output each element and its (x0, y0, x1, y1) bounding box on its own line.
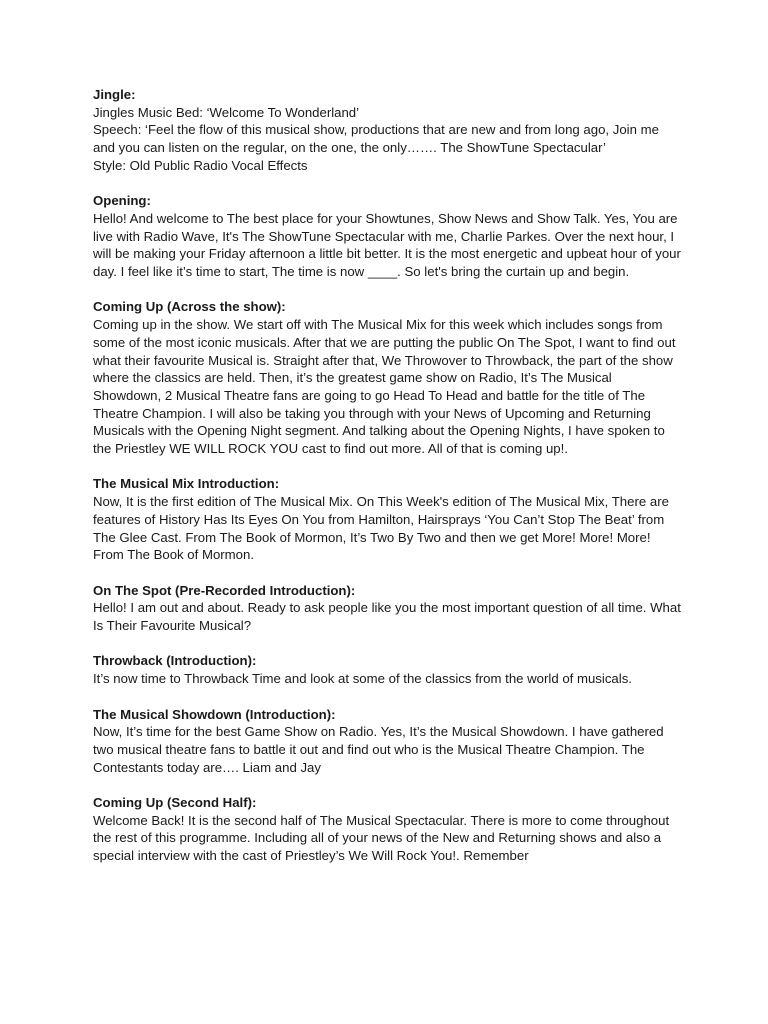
section-paragraph: Coming up in the show. We start off with The Musical Mix for this week which includes songs from some of the most iconic musicals. After that we are putting the public On The Spot, I want to find out what their favourite Musical is. Straight after that, We Throwover to Throwback, the part of the show where the classics are held. Then, it’s the greatest game show on Radio, It’s The Musical Showdown, 2 Musical Theatre fans are going to go Head To Head and battle for the title of The Theatre Champion. I will also be taking you through with your News of Upcoming and Returning Musicals with the Opening Night segment. And talking about the Opening Nights, I have spoken to the Priestley WE WILL ROCK YOU cast to find out more. All of that is coming up!. (93, 317, 676, 457)
jingle-style: Style: Old Public Radio Vocal Effects (93, 157, 308, 173)
section-paragraph: Hello! And welcome to The best place for your Showtunes, Show News and Show Talk. Yes, You are live with Radio Wave, It's The ShowTune Spectacular with me, Charlie Parkes. Over the next hour, I will be making your Friday afternoon a little bit better. It is the most energetic and upbeat hour of your day. I feel like it’s time to start, The time is now ____. So let's bring the curtain up and begin. (93, 210, 681, 280)
section-coming-up-second-half (93, 794, 683, 865)
section-musical-showdown (93, 706, 683, 777)
section-paragraph: Hello! I am out and about. Ready to ask people like you the most important question of all time. What Is Their Favourite Musical? (93, 600, 681, 634)
section-throwback (93, 652, 683, 687)
section-heading: The Musical Mix Introduction: (93, 476, 280, 492)
section-paragraph: Welcome Back! It is the second half of The Musical Spectacular. There is more to come throughout the rest of this programme. Including all of your news of the New and Returning shows and also a special interview with the cast of Priestley’s We Will Rock You!. Remember (93, 812, 670, 864)
section-coming-up-across (93, 298, 683, 457)
section-heading: On The Spot (Pre-Recorded Introduction): (93, 582, 356, 598)
section-heading: Coming Up (Across the show): (93, 299, 286, 315)
jingle-music-bed: Jingles Music Bed: ‘Welcome To Wonderland’ (93, 104, 360, 120)
section-musical-mix (93, 475, 683, 564)
section-opening (93, 192, 683, 281)
section-heading: The Musical Showdown (Introduction): (93, 706, 336, 722)
section-paragraph: It’s now time to Throwback Time and look at some of the classics from the world of musicals. (93, 671, 632, 687)
section-paragraph: Now, It’s time for the best Game Show on Radio. Yes, It’s the Musical Showdown. I have gathered two musical theatre fans to battle it out and find out who is the Musical Theatre Champion. The Contestants today are…. Liam and Jay (93, 724, 664, 775)
section-on-the-spot (93, 582, 683, 635)
section-heading: Opening: (93, 193, 151, 209)
section-jingle (93, 86, 683, 175)
section-heading: Jingle: (93, 87, 136, 102)
section-heading: Coming Up (Second Half): (93, 795, 257, 811)
section-heading: Throwback (Introduction): (93, 653, 257, 669)
document-page (93, 86, 683, 883)
section-paragraph: Now, It is the first edition of The Musical Mix. On This Week's edition of The Musical Mix, There are features of History Has Its Eyes On You from Hamilton, Hairsprays ‘You Can’t Stop The Beat’ from The Glee Cast. From The Book of Mormon, It’s Two By Two and then we get More! More! More! From The Book of Mormon. (93, 494, 669, 563)
jingle-speech: Speech: ‘Feel the flow of this musical show, productions that are new and from long ago, Join me and you can listen on the regular, on the one, the only……. The ShowTune Spectacular’ (93, 122, 659, 156)
